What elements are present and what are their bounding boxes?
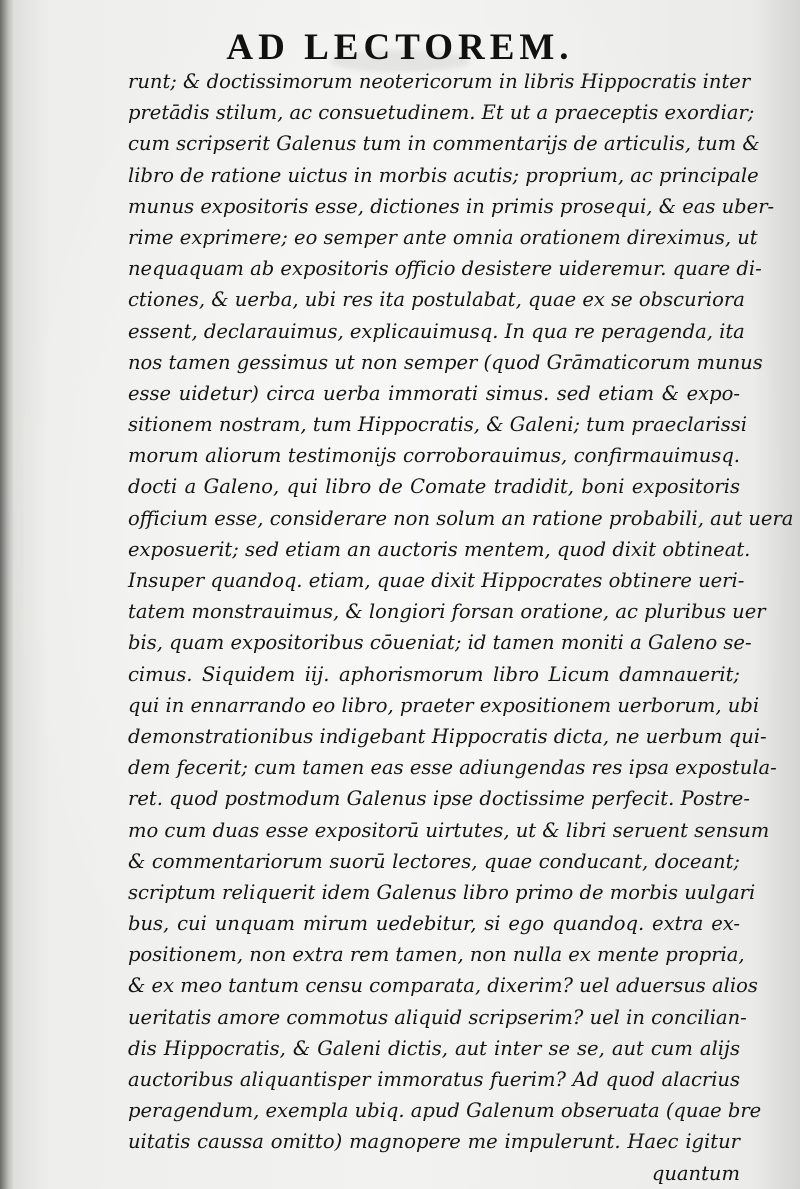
text-line: dis Hippocratis, & Galeni dictis, aut inter se se, aut cum alijs: [128, 1036, 740, 1060]
text-line: ctiones, & uerba, ubi res ita postulabat, quae ex se obscuriora: [128, 288, 745, 312]
page-gutter-shadow: [0, 0, 14, 1189]
text-line: positionem, non extra rem tamen, non nulla ex mente propria,: [128, 943, 745, 967]
text-line: tatem monstrauimus, & longiori forsan oratione, ac pluribus uer: [128, 600, 766, 624]
text-line: ueritatis amore commotus aliquid scripserim? uel in concilian-: [128, 1005, 747, 1029]
text-line: dem fecerit; cum tamen eas esse adiungendas res ipsa expostula-: [128, 756, 777, 780]
text-line: demonstrationibus indigebant Hippocratis dicta, ne uerbum qui-: [128, 724, 767, 748]
text-line: essent, declarauimus, explicauimusq. In qua re peragenda, ita: [128, 319, 745, 343]
text-line: & commentariorum suorū lectores, quae conducant, doceant;: [128, 849, 740, 873]
text-line: nos tamen gessimus ut non semper (quod Grāmaticorum munus: [128, 350, 763, 374]
text-line: docti a Galeno, qui libro de Comate tradidit, boni expositoris: [128, 475, 740, 499]
text-line: & ex meo tantum censu comparata, dixerim? uel aduersus alios: [128, 974, 758, 998]
page-heading: AD LECTOREM.: [226, 27, 574, 68]
text-line: qui in ennarrando eo libro, praeter expositionem uerborum, ubi: [128, 693, 760, 717]
text-line: scriptum reliquerit idem Galenus libro primo de morbis uulgari: [128, 880, 756, 904]
catchword: quantum: [651, 1161, 740, 1185]
text-line: runt; & doctissimorum neotericorum in libris Hippocratis inter: [128, 70, 751, 93]
text-line: peragendum, exempla ubiq. apud Galenum obseruata (quae bre: [128, 1099, 762, 1123]
body-text: [128, 66, 794, 1189]
text-line: mo cum duas esse expositorū uirtutes, ut & libri seruent sensum: [128, 818, 770, 842]
text-line: rime exprimere; eo semper ante omnia orationem direximus, ut: [128, 225, 758, 249]
text-line: auctoribus aliquantisper immoratus fuerim? Ad quod alacrius: [128, 1068, 740, 1091]
text-line: uitatis caussa omitto) magnopere me impulerunt. Haec igitur: [128, 1130, 740, 1154]
text-line: pretādis stilum, ac consuetudinem. Et ut a praeceptis exordiar;: [128, 101, 755, 125]
text-line: nequaquam ab expositoris officio desistere uideremur. quare di-: [128, 257, 762, 281]
text-line: Insuper quandoq. etiam, quae dixit Hippocrates obtinere ueri-: [128, 569, 745, 592]
text-line: cum scripserit Galenus tum in commentarijs de articulis, tum &: [128, 132, 760, 156]
text-line: sitionem nostram, tum Hippocratis, & Galeni; tum praeclarissi: [128, 413, 747, 437]
text-line: esse uidetur) circa uerba immorati simus. sed etiam & expo-: [128, 381, 740, 405]
text-line: morum aliorum testimonijs corroborauimus, confirmauimusq.: [128, 444, 740, 468]
text-line: exposuerit; sed etiam an auctoris mentem, quod dixit obtineat.: [128, 537, 751, 561]
text-line: libro de ratione uictus in morbis acutis; proprium, ac principale: [128, 163, 759, 187]
text-line: munus expositoris esse, dictiones in primis prosequi, & eas uber-: [128, 194, 775, 218]
text-line: ret. quod postmodum Galenus ipse doctissime perfecit. Postre-: [128, 787, 750, 811]
text-line: bis, quam expositoribus cōueniat; id tamen moniti a Galeno se-: [128, 631, 752, 655]
text-line: bus, cui unquam mirum uedebitur, si ego quandoq. extra ex-: [128, 912, 740, 936]
text-line: cimus. Siquidem iij. aphorismorum libro Licum damnauerit;: [128, 662, 740, 686]
text-line: officium esse, considerare non solum an ratione probabili, aut uera: [128, 506, 794, 530]
